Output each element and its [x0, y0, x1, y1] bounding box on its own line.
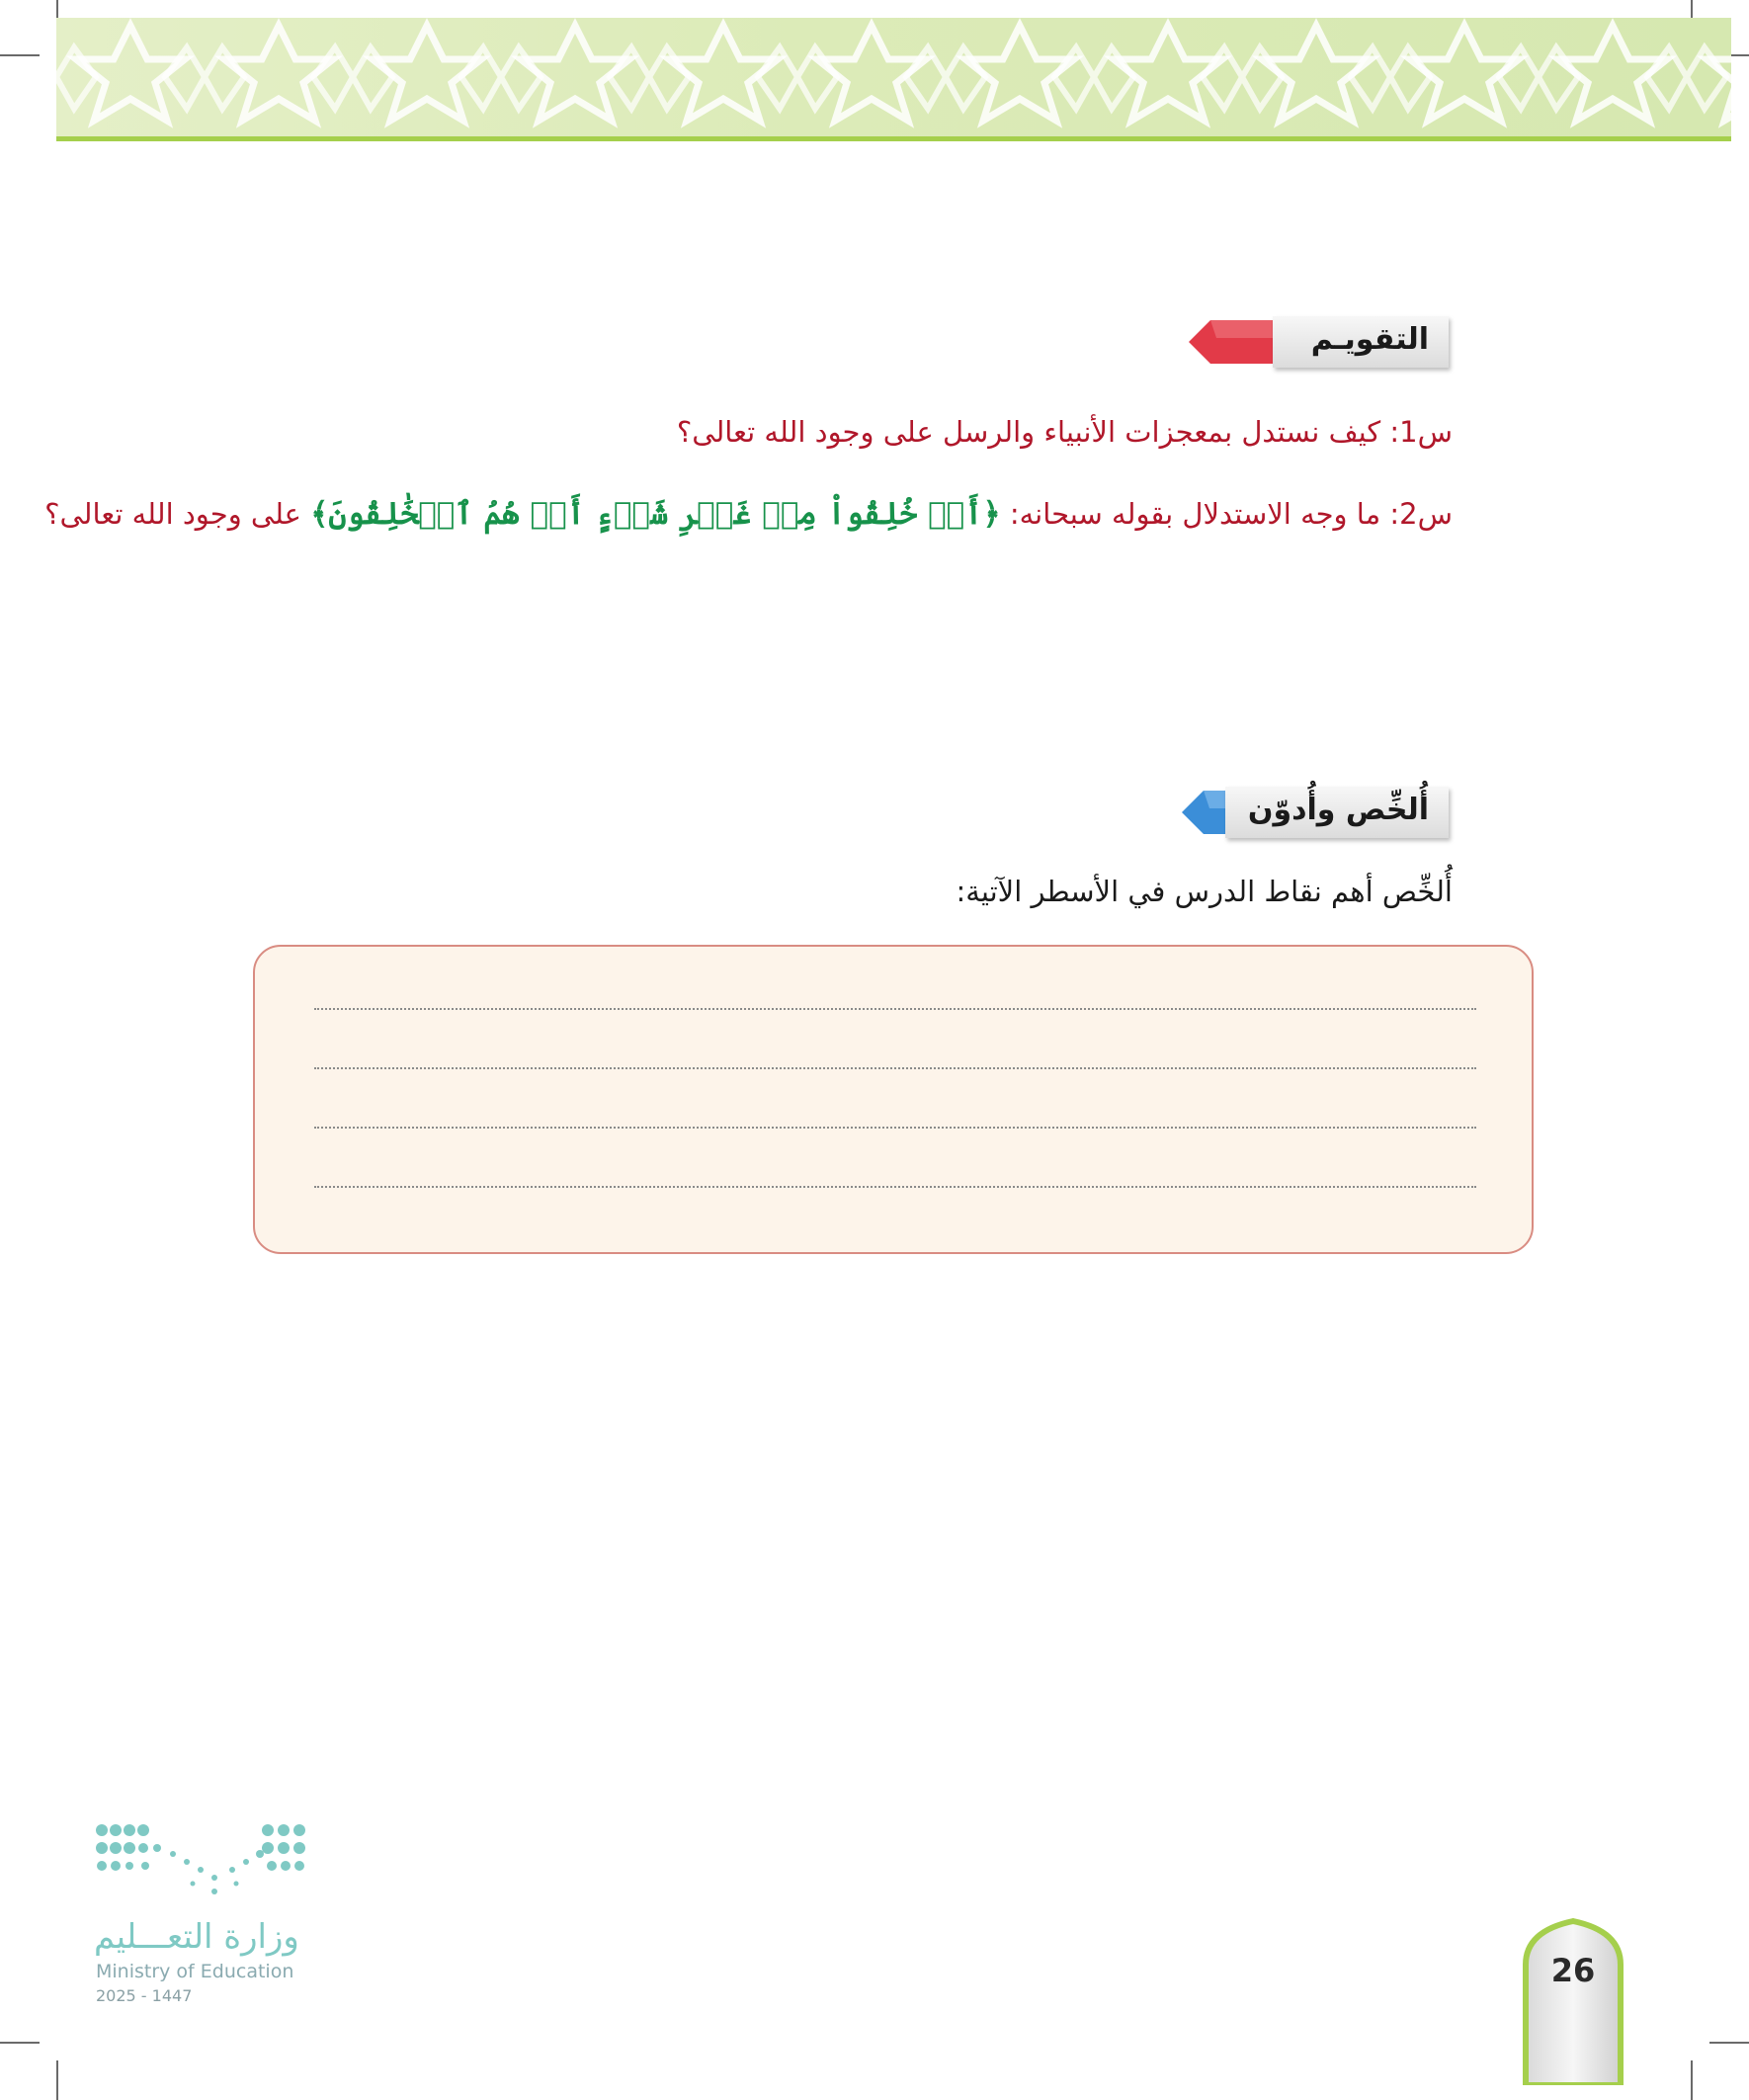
crop-mark [0, 54, 40, 56]
ministry-name-english: Ministry of Education [96, 1961, 294, 1982]
evaluation-heading [1273, 316, 1449, 368]
ministry-year: 2025 - 1447 [96, 1986, 193, 2005]
ministry-name-arabic: وزارة التعـــليم [94, 1917, 299, 1957]
question-1-text: س1: كيف نستدل بمعجزات الأنبياء والرسل على وجود الله تعالى؟ [676, 415, 1453, 449]
writing-line[interactable] [314, 1008, 1476, 1010]
header-divider [56, 136, 1731, 141]
writing-line[interactable] [314, 1186, 1476, 1188]
evaluation-tab-arrow [1189, 314, 1283, 370]
quran-verse: ﴿أَمۡ خُلِقُواْ مِنۡ غَيۡرِ شَيۡءٍ أَمۡ هُمُ ٱلۡخَٰلِقُونَ﴾ [310, 496, 1001, 532]
crop-mark [0, 2042, 40, 2044]
question-1 [677, 415, 1453, 449]
crop-mark [1709, 2042, 1749, 2044]
writing-line[interactable] [314, 1067, 1476, 1069]
crop-mark [56, 2060, 58, 2100]
evaluation-title: التقويـم [1310, 322, 1429, 357]
header-banner [56, 18, 1731, 138]
notes-box[interactable] [253, 945, 1534, 1254]
summary-instruction: أُلخِّص أهم نقاط الدرس في الأسطر الآتية: [956, 875, 1453, 908]
question-2-prefix: س2: ما وجه الاستدلال بقوله سبحانه: [1009, 497, 1453, 531]
question-2-suffix: على وجود الله تعالى؟ [44, 497, 301, 531]
summary-heading [1225, 787, 1449, 838]
summary-title: أُلخِّص وأُدوّن [1247, 793, 1429, 827]
writing-line[interactable] [314, 1127, 1476, 1129]
page-number-tab [1522, 1917, 1625, 2085]
question-2 [44, 496, 1453, 532]
geometric-pattern [56, 18, 1731, 138]
ministry-logo-icon [94, 1820, 311, 1899]
page-number: 26 [1550, 1952, 1596, 1989]
crop-mark [1691, 2060, 1693, 2100]
